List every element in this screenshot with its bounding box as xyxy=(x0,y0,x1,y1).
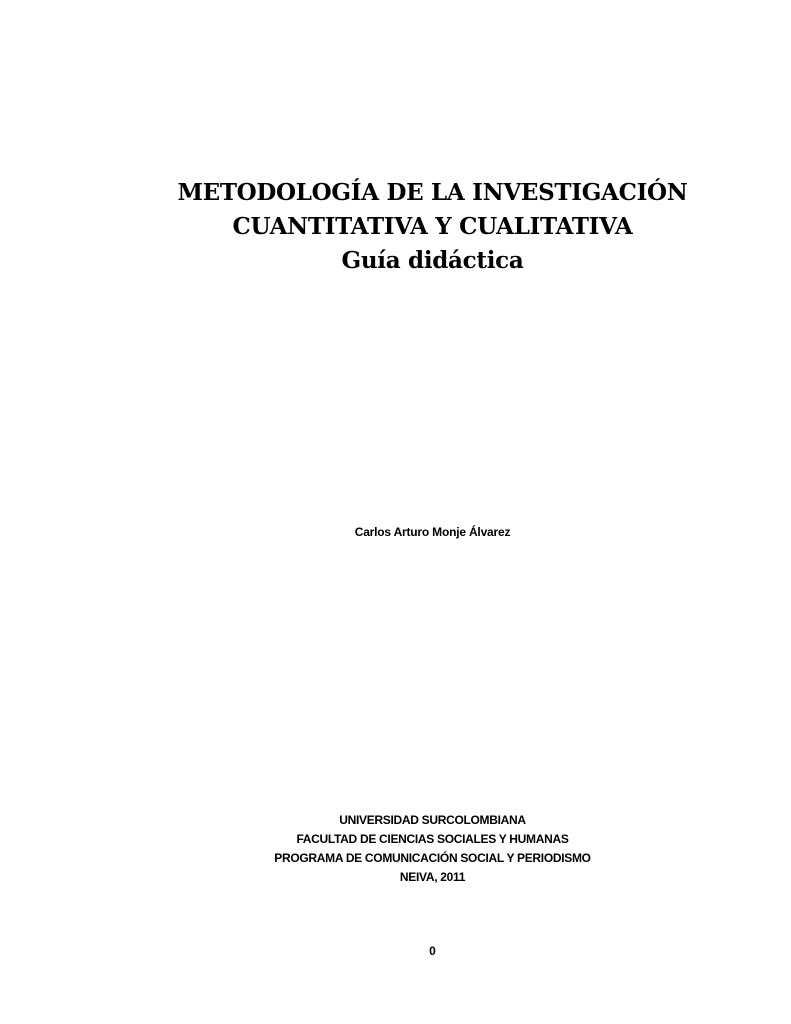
page-number: 0 xyxy=(429,944,436,958)
author-name: Carlos Arturo Monje Álvarez xyxy=(354,525,511,539)
faculty-name: FACULTAD DE CIENCIAS SOCIALES Y HUMANAS xyxy=(296,832,569,846)
title-line-main: METODOLOGÍA DE LA INVESTIGACIÓN xyxy=(177,179,688,206)
place-and-year: NEIVA, 2011 xyxy=(399,870,466,884)
title-line-guide: Guía didáctica xyxy=(341,247,524,274)
program-name: PROGRAMA DE COMUNICACIÓN SOCIAL Y PERIODISMO xyxy=(274,851,591,865)
document-title xyxy=(0,176,791,278)
title-line-sub: CUANTITATIVA Y CUALITATIVA xyxy=(232,213,633,240)
university-name: UNIVERSIDAD SURCOLOMBIANA xyxy=(339,813,526,827)
institution-block xyxy=(0,811,791,887)
